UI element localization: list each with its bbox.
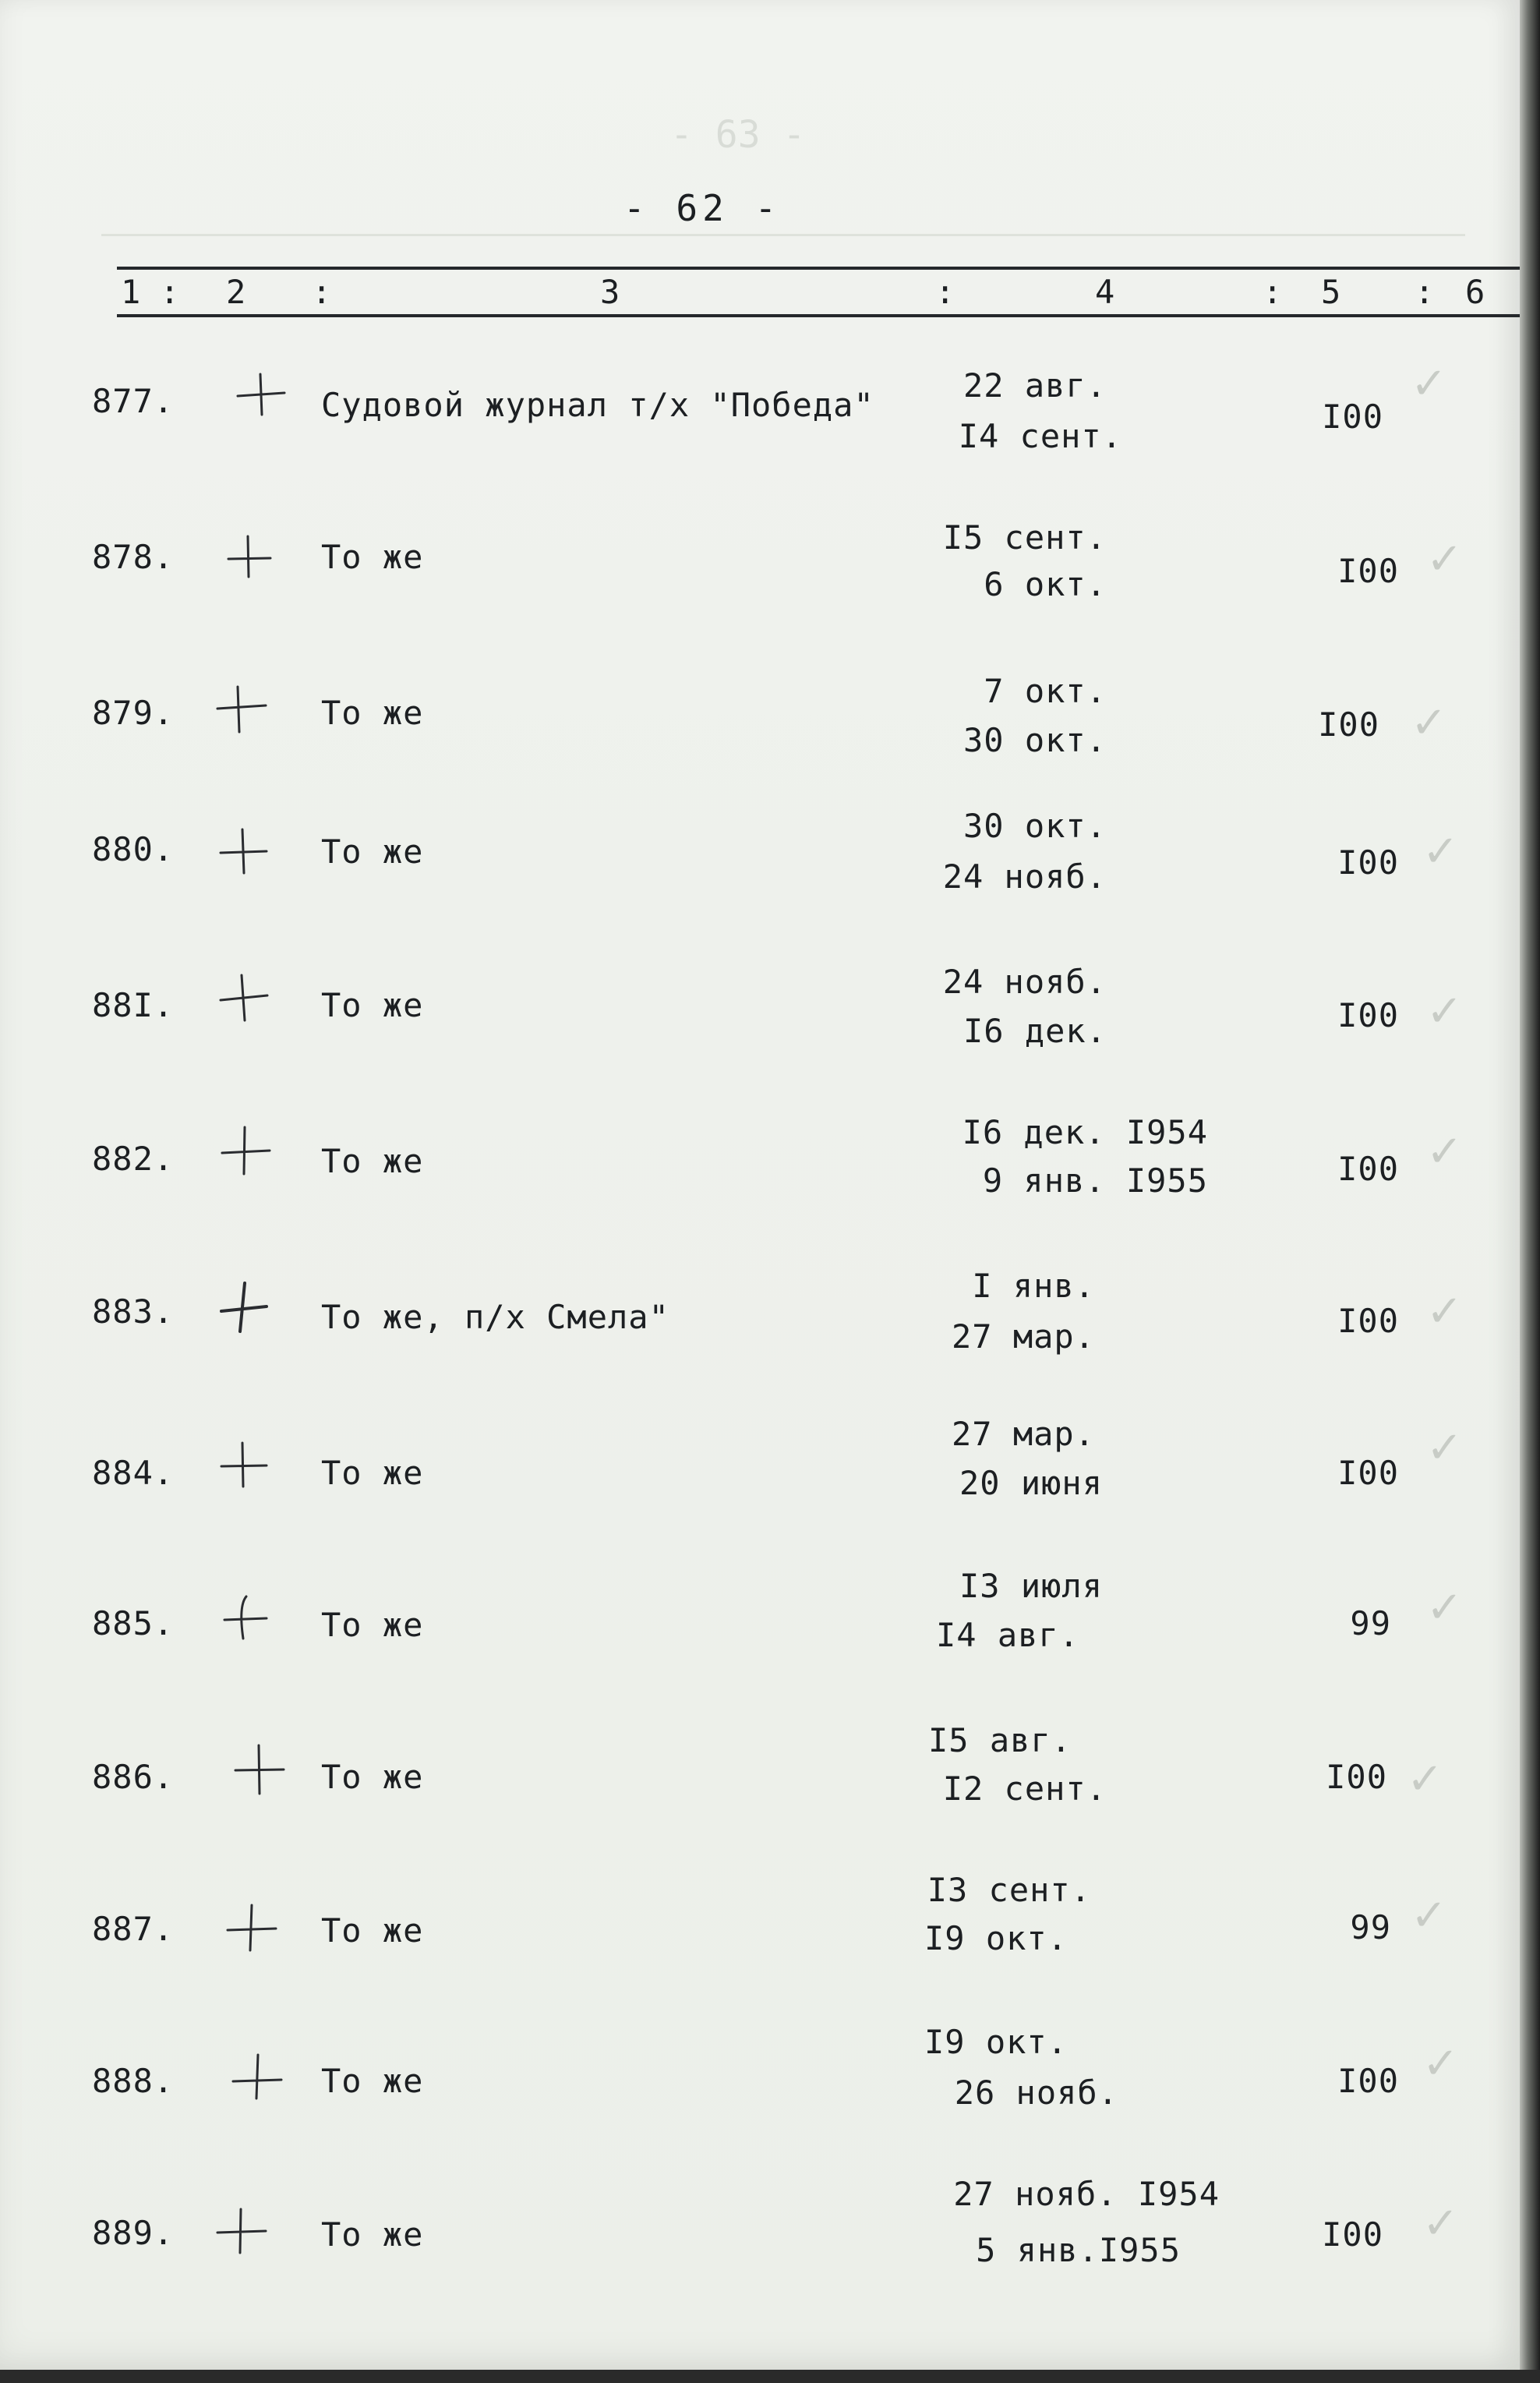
row-date-end: 27 мар. bbox=[951, 1317, 1095, 1356]
column-separator: : bbox=[935, 273, 955, 311]
column-separator: : bbox=[312, 273, 332, 311]
row-date-end: 6 окт. bbox=[984, 565, 1107, 603]
row-date-start: 22 авг. bbox=[962, 366, 1107, 405]
row-title: То же bbox=[321, 694, 424, 732]
handwritten-cross-mark bbox=[217, 971, 271, 1025]
row-title: То же bbox=[321, 538, 424, 576]
row-sheet-count: 99 bbox=[1350, 1908, 1391, 1946]
row-number: 888. bbox=[92, 2062, 175, 2100]
row-sheet-count: I00 bbox=[1322, 2215, 1383, 2254]
handwritten-cross-mark bbox=[218, 1590, 273, 1645]
column-separator: : bbox=[1263, 273, 1283, 311]
column-header-2: 2 bbox=[226, 273, 246, 311]
row-sheet-count: I00 bbox=[1337, 2062, 1399, 2100]
handwritten-cross-mark bbox=[214, 682, 269, 737]
header-rule-bottom bbox=[117, 314, 1520, 317]
row-date-start: I5 авг. bbox=[927, 1721, 1072, 1759]
row-sheet-count: I00 bbox=[1318, 705, 1379, 744]
row-date-start: 7 окт. bbox=[984, 672, 1107, 710]
row-date-end: 30 окт. bbox=[962, 721, 1107, 759]
row-title: То же, п/х Смела" bbox=[321, 1298, 669, 1336]
row-sheet-count: I00 bbox=[1337, 1150, 1399, 1188]
pencil-check-mark: ✓ bbox=[1411, 698, 1447, 748]
handwritten-cross-mark bbox=[224, 1900, 279, 1955]
row-sheet-count: I00 bbox=[1337, 1454, 1399, 1492]
row-title: То же bbox=[321, 1142, 424, 1180]
row-date-end: I2 сент. bbox=[942, 1770, 1107, 1808]
pencil-check-mark: ✓ bbox=[1411, 1890, 1447, 1941]
row-number: 878. bbox=[92, 538, 175, 576]
handwritten-cross-mark bbox=[222, 530, 277, 585]
row-date-start: I3 сент. bbox=[927, 1871, 1091, 1909]
row-date-end: 5 янв.I955 bbox=[976, 2231, 1181, 2269]
row-date-start: I9 окт. bbox=[924, 2023, 1068, 2061]
row-sheet-count: I00 bbox=[1337, 843, 1399, 882]
scanner-edge-bottom bbox=[0, 2370, 1540, 2383]
column-separator: : bbox=[160, 273, 180, 311]
row-number: 886. bbox=[92, 1758, 175, 1796]
scanner-edge-right bbox=[1520, 0, 1540, 2383]
column-header-6: 6 bbox=[1465, 273, 1485, 311]
pencil-check-mark: ✓ bbox=[1422, 2198, 1459, 2249]
bleed-through-page-number: - 63 - bbox=[670, 113, 806, 157]
pencil-check-mark: ✓ bbox=[1426, 1126, 1463, 1177]
bleed-through-header-rule bbox=[101, 210, 1465, 236]
pencil-check-mark: ✓ bbox=[1426, 1423, 1463, 1473]
page-number: - 62 - bbox=[623, 187, 782, 229]
row-date-start: I6 дек. I954 bbox=[962, 1113, 1208, 1151]
row-date-start: I янв. bbox=[972, 1267, 1095, 1305]
row-title: То же bbox=[321, 2062, 424, 2100]
column-header-4: 4 bbox=[1095, 273, 1115, 311]
handwritten-cross-mark bbox=[230, 2050, 284, 2105]
pencil-check-mark: ✓ bbox=[1407, 1754, 1443, 1805]
column-header-1: 1 bbox=[121, 273, 141, 311]
row-number: 882. bbox=[92, 1140, 175, 1178]
handwritten-cross-mark bbox=[217, 1438, 271, 1493]
column-separator: : bbox=[1415, 273, 1435, 311]
row-number: 88I. bbox=[92, 986, 175, 1024]
row-title: То же bbox=[321, 2215, 424, 2254]
row-date-end: 9 янв. I955 bbox=[982, 1161, 1208, 1200]
row-title: То же bbox=[321, 1454, 424, 1492]
pencil-check-mark: ✓ bbox=[1426, 534, 1463, 585]
row-date-start: 30 окт. bbox=[962, 807, 1107, 845]
pencil-check-mark: ✓ bbox=[1426, 1286, 1463, 1337]
row-number: 877. bbox=[92, 382, 175, 420]
pencil-check-mark: ✓ bbox=[1422, 2038, 1459, 2089]
row-date-end: 26 нояб. bbox=[954, 2074, 1118, 2112]
handwritten-cross-mark bbox=[217, 825, 271, 879]
header-rule-top bbox=[117, 267, 1520, 270]
row-number: 879. bbox=[92, 694, 175, 732]
row-date-end: I4 авг. bbox=[935, 1616, 1079, 1654]
row-date-end: I9 окт. bbox=[924, 1919, 1068, 1957]
row-number: 884. bbox=[92, 1454, 175, 1492]
column-header-3: 3 bbox=[600, 273, 620, 311]
row-title: То же bbox=[321, 833, 424, 871]
row-title: То же bbox=[321, 986, 424, 1024]
row-title: То же bbox=[321, 1911, 424, 1950]
handwritten-cross-mark bbox=[214, 2203, 269, 2257]
row-date-start: 27 нояб. I954 bbox=[953, 2175, 1220, 2213]
row-number: 885. bbox=[92, 1604, 175, 1642]
row-date-end: I4 сент. bbox=[958, 417, 1122, 455]
row-number: 887. bbox=[92, 1910, 175, 1948]
row-number: 883. bbox=[92, 1292, 175, 1331]
row-date-start: 24 нояб. bbox=[942, 963, 1107, 1001]
column-header-5: 5 bbox=[1321, 273, 1341, 311]
row-date-start: I5 сент. bbox=[942, 518, 1107, 557]
handwritten-cross-mark bbox=[217, 1280, 271, 1335]
row-sheet-count: I00 bbox=[1337, 996, 1399, 1034]
handwritten-cross-mark bbox=[218, 1124, 273, 1179]
row-number: 889. bbox=[92, 2214, 175, 2252]
row-sheet-count: I00 bbox=[1326, 1758, 1387, 1796]
handwritten-cross-mark bbox=[234, 366, 288, 421]
row-title: Судовой журнал т/х "Победа" bbox=[321, 386, 874, 424]
row-date-start: 27 мар. bbox=[951, 1415, 1095, 1453]
handwritten-cross-mark bbox=[232, 1742, 287, 1797]
row-date-end: 24 нояб. bbox=[942, 857, 1107, 896]
row-sheet-count: 99 bbox=[1350, 1604, 1391, 1642]
row-date-end: I6 дек. bbox=[962, 1012, 1107, 1050]
row-date-start: I3 июля bbox=[959, 1567, 1103, 1605]
row-date-end: 20 июня bbox=[959, 1464, 1103, 1502]
pencil-check-mark: ✓ bbox=[1426, 1582, 1463, 1633]
row-title: То же bbox=[321, 1758, 424, 1796]
pencil-check-mark: ✓ bbox=[1426, 986, 1463, 1037]
row-title: То же bbox=[321, 1606, 424, 1644]
row-sheet-count: I00 bbox=[1337, 1302, 1399, 1340]
pencil-check-mark: ✓ bbox=[1411, 359, 1447, 409]
row-number: 880. bbox=[92, 830, 175, 868]
pencil-check-mark: ✓ bbox=[1422, 826, 1459, 877]
row-sheet-count: I00 bbox=[1322, 398, 1383, 436]
row-sheet-count: I00 bbox=[1337, 552, 1399, 590]
